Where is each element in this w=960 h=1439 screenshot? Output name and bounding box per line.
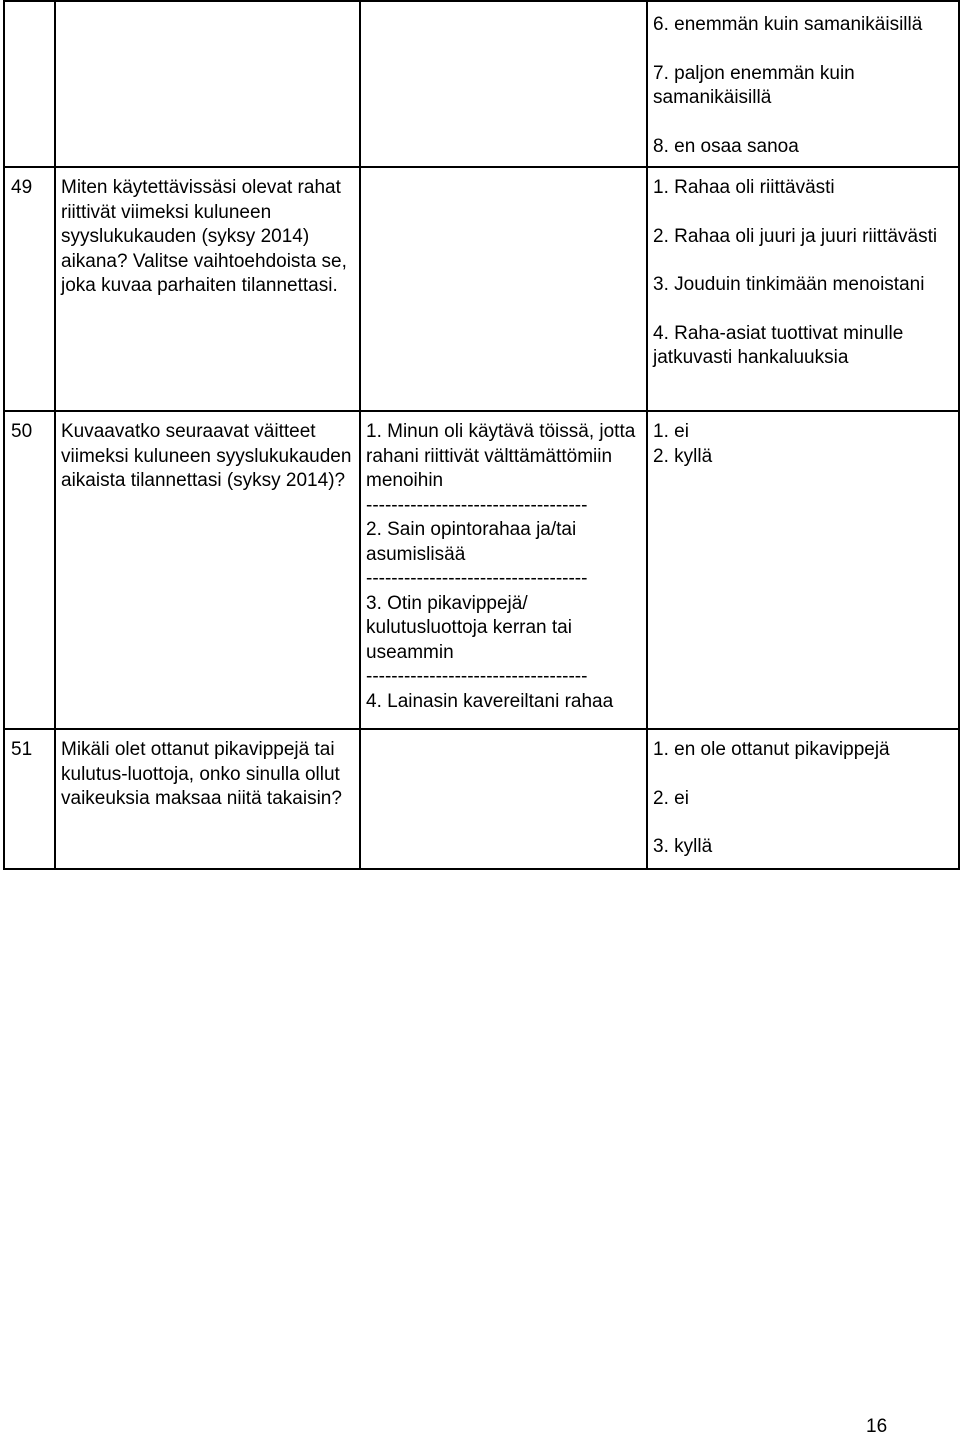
answer-option: 7. paljon enemmän kuin samanikäisillä xyxy=(653,62,855,108)
answer-option: 1. Rahaa oli riittävästi xyxy=(653,177,835,198)
statement-list xyxy=(360,411,647,729)
question-number: 51 xyxy=(4,729,55,869)
answer-options xyxy=(647,729,959,869)
question-text: Kuvaavatko seuraavat väitteet viimeksi kuluneen syyslukukauden aikaista tilannettasi (syksy 2014)? xyxy=(55,411,360,729)
statement-item: 4. Lainasin kavereiltani rahaa xyxy=(366,690,614,712)
table-row xyxy=(4,411,959,729)
statement-separator: ----------------------------------- xyxy=(366,568,588,589)
question-number xyxy=(4,1,55,167)
statement-list xyxy=(360,1,647,167)
answer-option: 2. ei xyxy=(653,787,689,809)
statement-item: 2. Sain opintorahaa ja/tai asumislisää xyxy=(366,519,577,565)
answer-option: 6. enemmän kuin samanikäisillä xyxy=(653,14,923,35)
statement-separator: ----------------------------------- xyxy=(366,666,588,687)
answer-option: 1. en ole ottanut pikavippejä xyxy=(653,739,890,760)
answer-option: 2. kyllä xyxy=(653,445,713,467)
table-row xyxy=(4,167,959,411)
question-text: Mikäli olet ottanut pikavippejä tai kulutus-luottoja, onko sinulla ollut vaikeuksia maksaa niitä takaisin? xyxy=(55,729,360,869)
answer-options xyxy=(647,411,959,729)
table-row xyxy=(4,729,959,869)
answer-option: 1. ei xyxy=(653,421,689,442)
question-text xyxy=(55,1,360,167)
statement-list xyxy=(360,167,647,411)
page-number: 16 xyxy=(866,1416,888,1437)
question-text: Miten käytettävissäsi olevat rahat riittivät viimeksi kuluneen syyslukukauden (syksy 2014) aikana? Valitse vaihtoehdoista se, joka kuvaa parhaiten tilannettasi. xyxy=(55,167,360,411)
answer-option: 4. Raha-asiat tuottivat minulle jatkuvasti hankaluuksia xyxy=(653,322,904,368)
statement-item: 3. Otin pikavippejä/ kulutusluottoja kerran tai useammin xyxy=(366,592,572,663)
answer-option: 3. kyllä xyxy=(653,836,713,857)
statement-item: 1. Minun oli käytävä töissä, jotta rahani riittivät välttämättömiin menoihin xyxy=(366,421,636,491)
table-row xyxy=(4,1,959,167)
survey-table xyxy=(3,0,960,870)
answer-option: 8. en osaa sanoa xyxy=(653,135,799,157)
answer-option: 2. Rahaa oli juuri ja juuri riittävästi xyxy=(653,225,938,247)
question-number: 50 xyxy=(4,411,55,729)
statement-separator: ----------------------------------- xyxy=(366,494,588,516)
answer-option: 3. Jouduin tinkimään menoistani xyxy=(653,274,925,295)
statement-list xyxy=(360,729,647,869)
answer-options xyxy=(647,167,959,411)
answer-options xyxy=(647,1,959,167)
question-number: 49 xyxy=(4,167,55,411)
